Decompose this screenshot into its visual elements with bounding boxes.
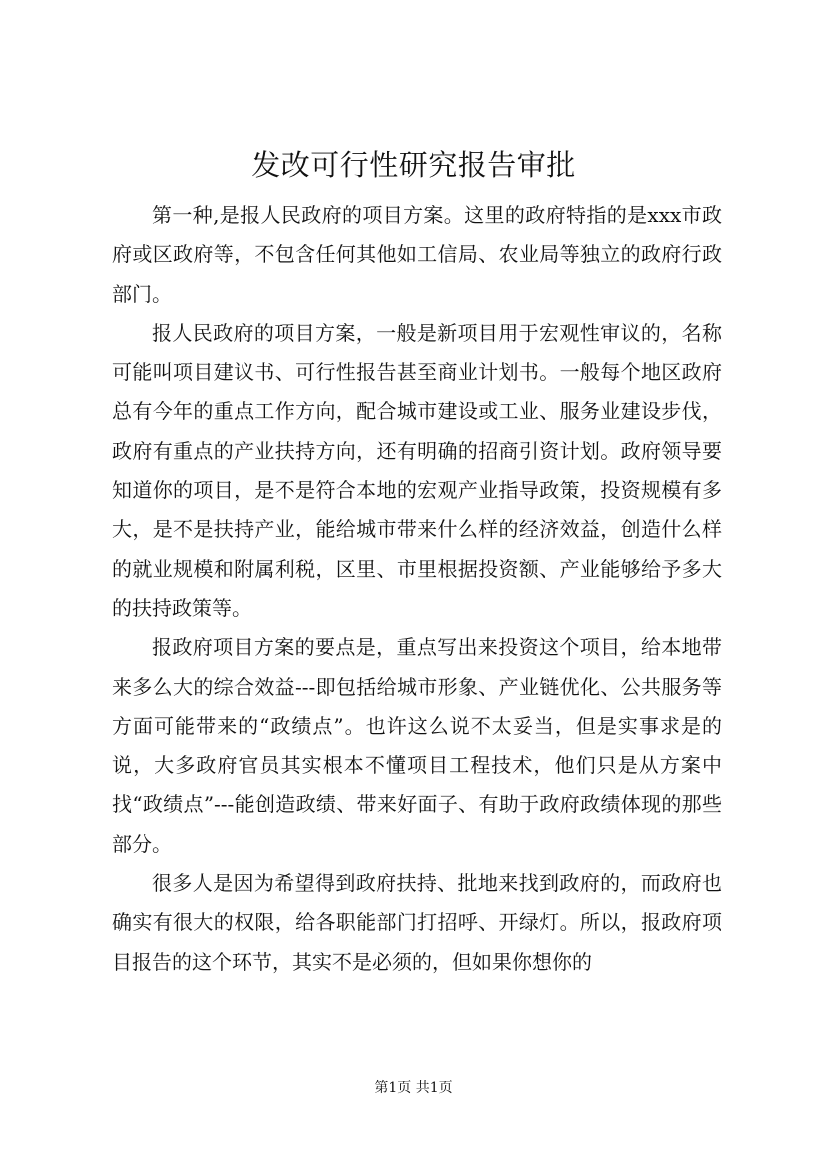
paragraph-2: 报人民政府的项目方案，一般是新项目用于宏观性审议的，名称可能叫项目建议书、可行性报告甚至商业计划书。一般每个地区政府总有今年的重点工作方向，配合城市建设或工业、服务业建设步伐，政府有重点的产业扶持方向，还有明确的招商引资计划。政府领导要知道你的项目，是不是符合本地的宏观产业指导政策，投资规模有多大，是不是扶持产业，能给城市带来什么样的经济效益，创造什么样的就业规模和附属利税，区里、市里根据投资额、产业能够给予多大的扶持政策等。: [112, 320, 722, 620]
page-number-footer: 第1页 共1页: [374, 1080, 453, 1096]
paragraph-3: 报政府项目方案的要点是，重点写出来投资这个项目，给本地带来多么大的综合效益---即包括给城市形象、产业链优化、公共服务等方面可能带来的“政绩点”。也许这么说不太妥当，但是实事求是的说，大多政府官员其实根本不懂项目工程技术，他们只是从方案中找“政绩点”---能创造政绩、带来好面子、有助于政府政绩体现的那些部分。: [112, 635, 722, 856]
document-title: 发改可行性研究报告审批: [251, 148, 576, 182]
document-body: [112, 196, 722, 982]
paragraph-1: 第一种,是报人民政府的项目方案。这里的政府特指的是xxx市政府或区政府等，不包含任何其他如工信局、农业局等独立的政府行政部门。: [112, 203, 722, 306]
paragraph-4: 很多人是因为希望得到政府扶持、批地来找到政府的，而政府也确实有很大的权限，给各职能部门打招呼、开绿灯。所以，报政府项目报告的这个环节，其实不是必须的，但如果你想你的: [112, 871, 722, 974]
